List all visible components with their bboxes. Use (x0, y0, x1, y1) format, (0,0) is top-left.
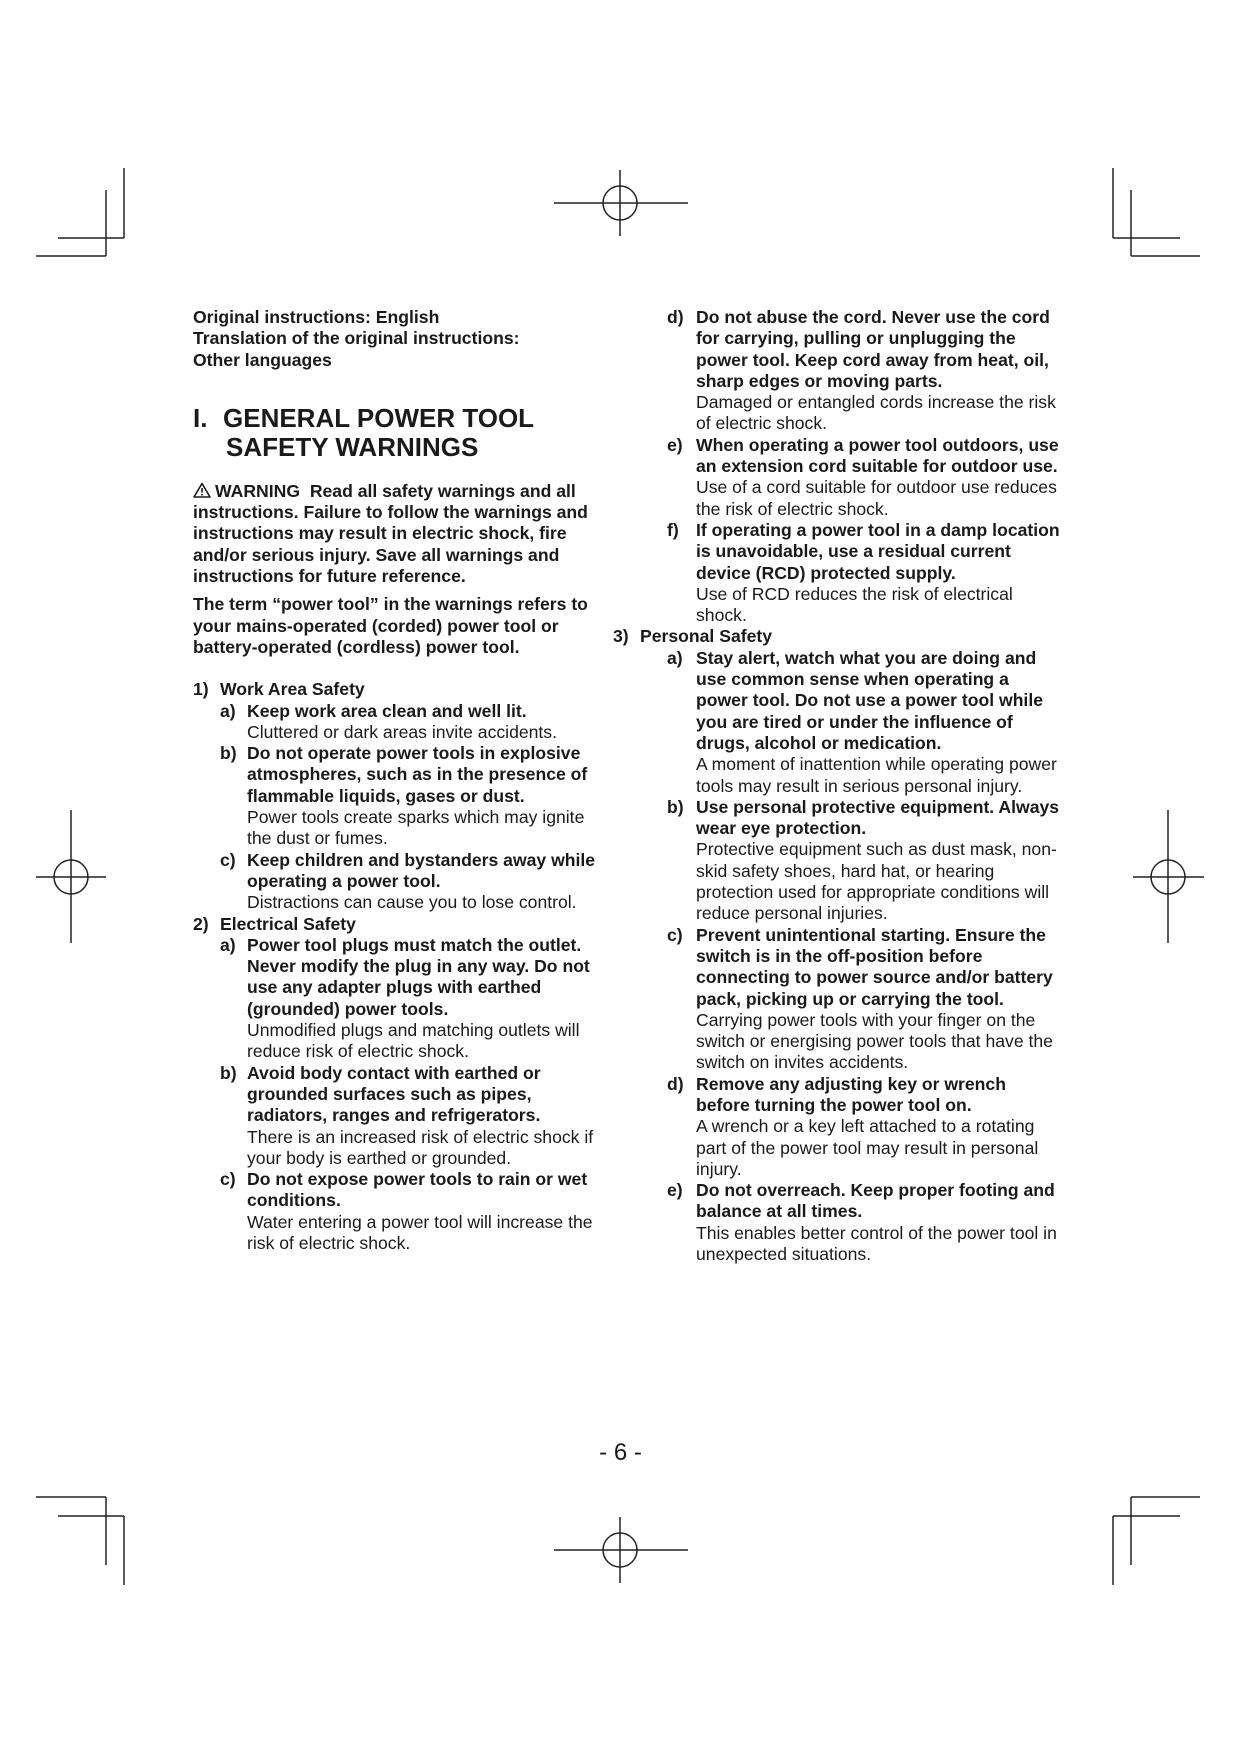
list-item: d) Do not abuse the cord. Never use the cord for carrying, pulling or unplugging the power tool. Keep cord away from heat, oil, sharp edges or moving parts. Damaged or entangled cords increase the risk of electric shock. (640, 307, 1060, 435)
item-instruction: Remove any adjusting key or wrench before turning the power tool on. (696, 1073, 1006, 1115)
item-explanation: Power tools create sparks which may ignite the dust or fumes. (247, 807, 585, 849)
item-instruction: Do not operate power tools in explosive atmospheres, such as in the presence of flammable liquids, gases or dust. (247, 743, 588, 806)
item-explanation: A moment of inattention while operating power tools may result in serious personal injury. (696, 754, 1057, 796)
language-note (193, 307, 613, 371)
item-instruction: Do not abuse the cord. Never use the cord for carrying, pulling or unplugging the power tool. Keep cord away from heat, oil, sharp edges or moving parts. (696, 307, 1050, 391)
item-explanation: Carrying power tools with your finger on the switch or energising power tools that have the switch on invites accidents. (696, 1009, 1053, 1073)
item-explanation: Water entering a power tool will increase the risk of electric shock. (247, 1211, 593, 1253)
list-item: b) Use personal protective equipment. Always wear eye protection. Protective equipment such as dust mask, non-skid safety shoes, hard hat, or hearing protection used for appropriate conditions will reduce personal injuries. (667, 796, 1060, 924)
item-instruction: Avoid body contact with earthed or grounded surfaces such as pipes, radiators, ranges and refrigerators. (247, 1062, 541, 1126)
item-explanation: Use of RCD reduces the risk of electrical shock. (696, 583, 1013, 626)
item-instruction: Power tool plugs must match the outlet. Never modify the plug in any way. Do not use any adapter plugs with earthed (grounded) power tools. (247, 934, 590, 1019)
warning-label: WARNING (215, 480, 301, 501)
warning-paragraph (193, 481, 613, 587)
item-explanation: Distractions can cause you to lose control. (247, 892, 577, 913)
list-item: c) Prevent unintentional starting. Ensure the switch is in the off-position before connecting to power source and/or battery pack, picking up or carrying the tool. Carrying power tools with your finger on the switch or energising power tools that have the switch on invites accidents. (640, 925, 1060, 1074)
list-item: c) Keep children and bystanders away while operating a power tool. Distractions can cause you to lose control. (193, 850, 613, 914)
heading-line: SAFETY WARNINGS (226, 431, 479, 462)
heading-line: GENERAL POWER TOOL (223, 402, 535, 433)
item-instruction: Keep children and bystanders away while operating a power tool. (247, 849, 596, 891)
item-instruction: Do not overreach. Keep proper footing and balance at all times. (696, 1180, 1055, 1222)
left-column (193, 307, 613, 1254)
warning-text: Read all safety warnings and all instructions. Failure to follow the warnings and instructions may result in electric shock, fire and/or serious injury. Save all warnings and instructions for future reference. (193, 480, 588, 587)
subsection-title: 3) Personal Safety (613, 626, 773, 647)
item-explanation: There is an increased risk of electric shock if your body is earthed or grounded. (247, 1126, 594, 1168)
list-item: e) Do not overreach. Keep proper footing and balance at all times. This enables better control of the power tool in unexpected situations. (640, 1180, 1060, 1265)
language-note-line: Other languages (193, 349, 332, 370)
list-item: b) Avoid body contact with earthed or grounded surfaces such as pipes, radiators, ranges and refrigerators. There is an increased risk of electric shock if your body is earthed or grounded. (193, 1063, 613, 1169)
item-instruction: Use personal protective equipment. Always wear eye protection. (696, 796, 1060, 839)
subsection-title: 2) Electrical Safety (193, 913, 356, 934)
item-explanation: Damaged or entangled cords increase the risk of electric shock. (696, 392, 1056, 434)
item-explanation: Cluttered or dark areas invite accidents. (247, 721, 557, 742)
section-heading (193, 404, 613, 462)
item-instruction: Prevent unintentional starting. Ensure the switch is in the off-position before connecting to power source and/or battery pack, picking up or carrying the tool. (696, 924, 1053, 1009)
item-instruction: When operating a power tool outdoors, use an extension cord suitable for outdoor use. (696, 434, 1059, 477)
warning-triangle-icon (193, 482, 211, 498)
item-instruction: If operating a power tool in a damp location is unavoidable, use a residual current device (RCD) protected supply. (696, 519, 1060, 583)
list-item: c) Do not expose power tools to rain or wet conditions. Water entering a power tool will increase the risk of electric shock. (193, 1169, 613, 1254)
page-number: - 6 - (599, 1439, 642, 1466)
term-paragraph: The term “power tool” in the warnings refers to your mains-operated (corded) power tool or battery-operated (cordless) power tool. (193, 594, 588, 657)
item-explanation: Unmodified plugs and matching outlets will reduce risk of electric shock. (247, 1020, 580, 1062)
list-item: d) Remove any adjusting key or wrench before turning the power tool on. A wrench or a key left attached to a rotating part of the power tool may result in personal injury. (640, 1074, 1060, 1180)
list-item: e) When operating a power tool outdoors, use an extension cord suitable for outdoor use. Use of a cord suitable for outdoor use reduces the risk of electric shock. (667, 434, 1059, 519)
item-instruction: Keep work area clean and well lit. (247, 700, 527, 721)
item-explanation: This enables better control of the power tool in unexpected situations. (696, 1222, 1057, 1265)
list-item: b) Do not operate power tools in explosive atmospheres, such as in the presence of flammable liquids, gases or dust. Power tools create sparks which may ignite the dust or fumes. (193, 743, 613, 849)
list-item: a) Keep work area clean and well lit. Cluttered or dark areas invite accidents. (193, 701, 613, 744)
item-explanation: A wrench or a key left attached to a rotating part of the power tool may result in personal injury. (696, 1116, 1039, 1179)
list-item: a) Power tool plugs must match the outlet. Never modify the plug in any way. Do not use any adapter plugs with earthed (grounded) power tools. Unmodified plugs and matching outlets will reduce risk of electric shock. (193, 935, 613, 1063)
right-column (613, 307, 1060, 1265)
subsection-title: 1) Work Area Safety (193, 679, 365, 700)
language-note-line: Original instructions: English (193, 307, 440, 327)
item-instruction: Do not expose power tools to rain or wet conditions. (247, 1169, 588, 1211)
item-instruction: Stay alert, watch what you are doing and use common sense when operating a power tool. Do not use a power tool while you are tired or under the influence of drugs, alcohol or medication. (696, 647, 1043, 753)
item-explanation: Protective equipment such as dust mask, non-skid safety shoes, hard hat, or hearing protection used for appropriate conditions will reduce personal injuries. (696, 839, 1057, 924)
language-note-line: Translation of the original instructions: (193, 328, 520, 349)
item-explanation: Use of a cord suitable for outdoor use reduces the risk of electric shock. (696, 477, 1057, 519)
list-item: f) If operating a power tool in a damp location is unavoidable, use a residual current device (RCD) protected supply. Use of RCD reduces the risk of electrical shock. (667, 519, 1060, 626)
heading-number: I. (193, 402, 208, 433)
list-item: a) Stay alert, watch what you are doing and use common sense when operating a power tool. Do not use a power tool while you are tired or under the influence of drugs, alcohol or medication. A moment of inattention while operating power tools may result in serious personal injury. (640, 648, 1060, 797)
